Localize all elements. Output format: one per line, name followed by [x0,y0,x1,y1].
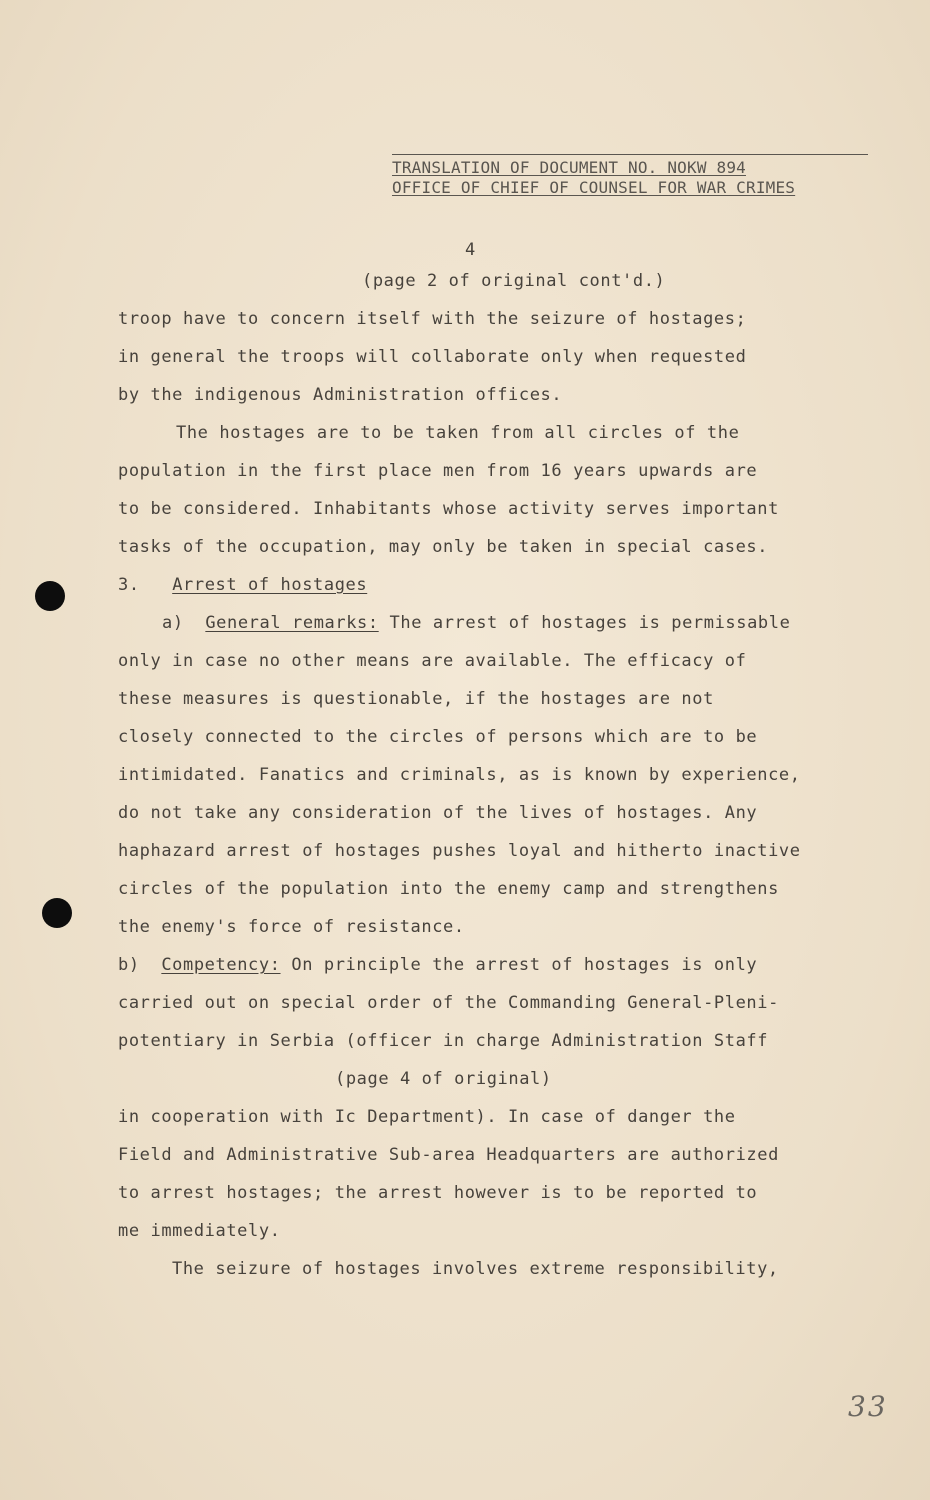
text-line: circles of the population into the enemy camp and strengthens [118,879,779,899]
text-line: only in case no other means are available. The efficacy of [118,651,747,671]
text-line: tasks of the occupation, may only be taken in special cases. [118,537,769,557]
text-line: closely connected to the circles of persons which are to be [118,727,758,747]
text-line: potentiary in Serbia (officer in charge Administration Staff [118,1031,769,1051]
text-line: carried out on special order of the Commanding General-Pleni- [118,993,779,1013]
text-line: intimidated. Fanatics and criminals, as is known by experience, [118,765,801,785]
document-header [392,150,870,197]
header-line-2: OFFICE OF CHIEF OF COUNSEL FOR WAR CRIMES [392,178,796,197]
text-line: to arrest hostages; the arrest however is to be reported to [118,1183,758,1203]
page-note-1: (page 2 of original cont'd.) [362,271,666,291]
header-rule [392,154,868,155]
text-line: to be considered. Inhabitants whose activity serves important [118,499,779,519]
text-line: me immediately. [118,1221,281,1241]
item-a-label: a) [162,613,184,633]
item-b-label: b) [118,955,140,975]
item-a-heading: General remarks: [205,613,379,633]
text-line: by the indigenous Administration offices. [118,385,563,405]
page-note-2: (page 4 of original) [335,1069,552,1089]
item-b-first-line [118,955,757,975]
text-line: do not take any consideration of the lives of hostages. Any [118,803,758,823]
punch-hole-bottom [42,898,72,928]
text-line: troop have to concern itself with the seizure of hostages; [118,309,747,329]
section-3-number: 3. [118,575,140,595]
punch-hole-top [35,581,65,611]
item-b-text: On principle the arrest of hostages is only [280,955,758,975]
text-line: The hostages are to be taken from all circles of the [176,423,740,443]
text-line: these measures is questionable, if the hostages are not [118,689,714,709]
section-3-heading [118,575,367,595]
text-line: the enemy's force of resistance. [118,917,465,937]
item-a-first-line [162,613,790,633]
text-line: The seizure of hostages involves extreme responsibility, [172,1259,779,1279]
handwritten-page-number: 33 [848,1390,888,1423]
header-line-1: TRANSLATION OF DOCUMENT NO. NOKW 894 [392,158,746,177]
section-3-title: Arrest of hostages [172,575,368,595]
text-line: in general the troops will collaborate only when requested [118,347,747,367]
item-a-text: The arrest of hostages is permissable [378,613,791,633]
text-line: Field and Administrative Sub-area Headquarters are authorized [118,1145,779,1165]
item-b-heading: Competency: [161,955,281,975]
page-number: 4 [465,240,476,260]
text-line: population in the first place men from 16 years upwards are [118,461,758,481]
text-line: in cooperation with Ic Department). In case of danger the [118,1107,736,1127]
text-line: haphazard arrest of hostages pushes loyal and hitherto inactive [118,841,801,861]
